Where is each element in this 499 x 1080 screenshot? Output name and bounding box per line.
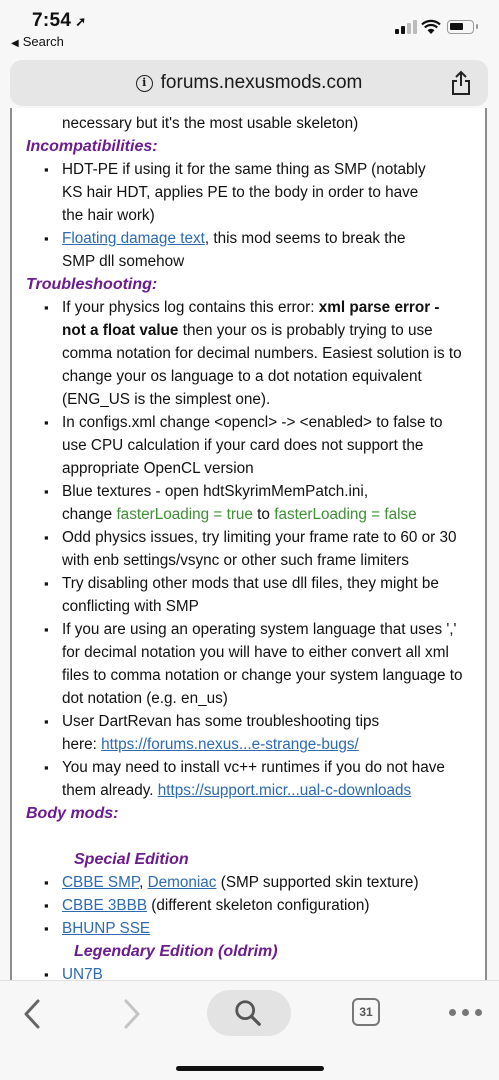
list-item: ▪ Try disabling other mods that use dll files, they might be conflicting with SMP xyxy=(26,572,471,618)
home-indicator[interactable] xyxy=(176,1066,324,1071)
back-triangle-icon: ◀ xyxy=(11,38,19,49)
list-item: ▪ If you are using an operating system language that uses ',' for decimal notation you will have to either convert all xml files to comma notation or change your system language to dot notation (e.g. en_us) xyxy=(26,618,471,710)
list-item: ▪ Floating damage text, this mod seems to break the SMP dll somehow xyxy=(26,227,471,273)
special-edition-list xyxy=(26,871,471,940)
body-mods-heading: Body mods: xyxy=(26,805,119,822)
list-item: ▪ CBBE SMP, Demoniac (SMP supported skin texture) xyxy=(26,871,471,894)
status-bar xyxy=(0,0,499,54)
list-item: ▪ You may need to install vc++ runtimes if you do not have them already. https://support.micr...ual-c-downloads xyxy=(26,756,471,802)
list-item xyxy=(26,917,471,940)
url-text: forums.nexusmods.com xyxy=(160,72,363,93)
demoniac-link[interactable]: Demoniac xyxy=(147,874,217,891)
page-content[interactable] xyxy=(10,108,487,980)
troubleshooting-heading: Troubleshooting: xyxy=(26,276,158,293)
cbbe-smp-link[interactable]: CBBE SMP xyxy=(62,874,140,891)
list-item xyxy=(26,963,471,980)
share-icon[interactable] xyxy=(450,70,472,96)
list-item: ▪ HDT-PE if using it for the same thing as SMP (notably KS hair HDT, applies PE to the body in order to have the hair work) xyxy=(26,158,471,227)
back-to-app-button[interactable]: ◀ Search xyxy=(11,34,64,49)
location-arrow-icon: ➚ xyxy=(75,14,87,29)
more-options-icon[interactable] xyxy=(449,1009,485,1017)
intro-text: necessary but it's the most usable skeleton) xyxy=(62,115,359,132)
forward-arrow-icon[interactable] xyxy=(118,997,146,1031)
battery-icon xyxy=(447,20,474,34)
incompatibilities-heading: Incompatibilities: xyxy=(26,138,158,155)
un7b-link[interactable]: UN7B xyxy=(62,966,103,980)
list-item: ▪ CBBE 3BBB (different skeleton configuration) xyxy=(26,894,471,917)
info-icon[interactable]: i xyxy=(136,75,153,92)
cellular-signal-icon xyxy=(395,20,417,34)
legendary-edition-heading: Legendary Edition (oldrim) xyxy=(74,943,278,960)
vc-runtimes-link[interactable]: https://support.micr...ual-c-downloads xyxy=(157,782,412,799)
clock: 7:54 ➚ xyxy=(32,10,87,31)
list-item: ▪ In configs.xml change <opencl> -> <enabled> to false to use CPU calculation if your card does not support the appropriate OpenCL version xyxy=(26,411,471,480)
bhunp-sse-link[interactable]: BHUNP SSE xyxy=(62,920,151,937)
troubleshooting-list xyxy=(26,296,471,802)
list-item: ▪ User DartRevan has some troubleshooting tips here: https://forums.nexus...e-strange-bugs/ xyxy=(26,710,471,756)
list-item: ▪ If your physics log contains this error: xml parse error - not a float value then your os is probably trying to use comma notation for decimal numbers. Easiest solution is to change your os language to a dot notation equivalent (ENG_US is the simplest one). xyxy=(26,296,471,411)
back-arrow-icon[interactable] xyxy=(18,997,46,1031)
incompatibilities-list xyxy=(26,158,471,273)
wifi-icon xyxy=(421,19,441,35)
search-icon xyxy=(233,998,263,1028)
browser-toolbar xyxy=(0,980,499,1080)
legendary-edition-list xyxy=(26,963,471,980)
cbbe-3bbb-link[interactable]: CBBE 3BBB xyxy=(62,897,148,914)
floating-damage-text-link[interactable]: Floating damage text xyxy=(62,230,205,247)
search-button[interactable] xyxy=(207,990,291,1036)
dartrevan-tips-link[interactable]: https://forums.nexus...e-strange-bugs/ xyxy=(101,736,359,753)
special-edition-heading: Special Edition xyxy=(74,851,189,868)
address-bar[interactable] xyxy=(10,60,488,106)
list-item: ▪ Odd physics issues, try limiting your frame rate to 60 or 30 with enb settings/vsync or other such frame limiters xyxy=(26,526,471,572)
list-item: ▪ Blue textures - open hdtSkyrimMemPatch.ini, change fasterLoading = true to fasterLoading = false xyxy=(26,480,471,526)
tabs-button[interactable]: 31 xyxy=(352,998,380,1026)
